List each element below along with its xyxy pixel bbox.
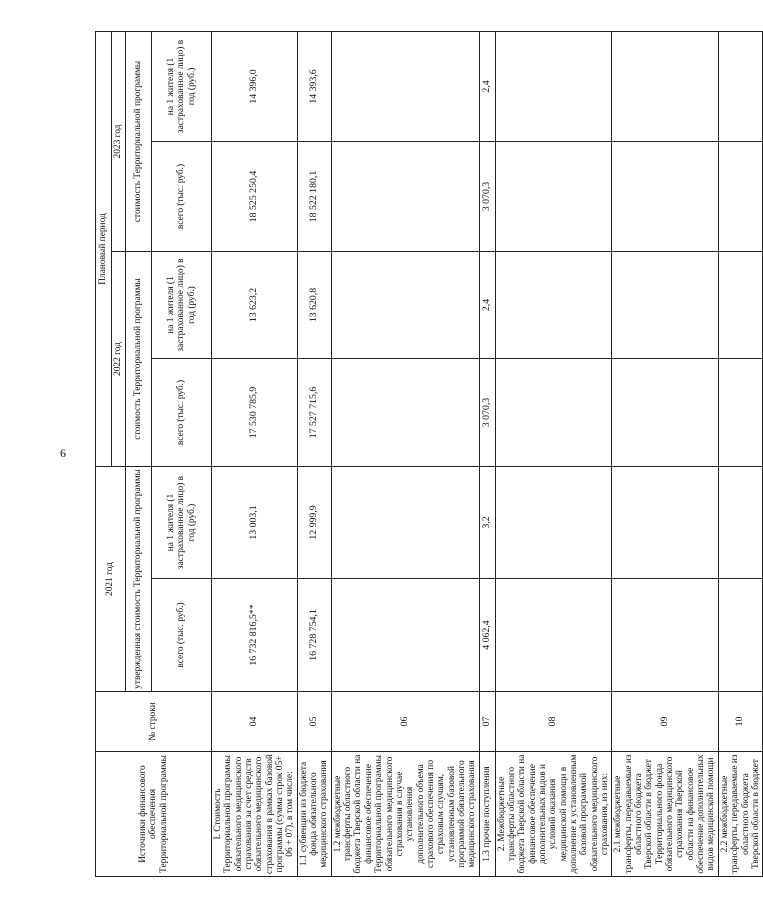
cell-total-2022: 17 530 785,9 — [212, 359, 298, 467]
cell-per-capita-2021: 3,2 — [479, 467, 495, 579]
cell-per-capita-2021 — [495, 467, 612, 579]
header-total-2023: всего (тыс. руб.) — [152, 142, 212, 252]
cell-total-2023 — [331, 142, 479, 252]
row-source: 2.1 межбюджетные трансферты, передаваемые из областного бюджета Тверской области в бюджет Территориального фонда обязательного медицинского страхования Тверской области на финансовое обеспечение дополнительных видов медицинской помощи — [612, 752, 718, 877]
row-source: 1.2 межбюджетные трансферты областного бюджета Тверской области на финансовое обеспечение Территориальной программы обязательного медицинского страхования в случае установления дополнительного объема страхового обеспечения по страховым случаям, установленным базовой программой обязательного медицинского страхования — [331, 752, 479, 877]
cell-total-2022 — [718, 359, 762, 467]
cell-per-capita-2023: 14 396,0 — [212, 31, 298, 141]
cell-total-2022 — [331, 359, 479, 467]
cell-per-capita-2021 — [718, 467, 762, 579]
cell-total-2021 — [718, 579, 762, 692]
header-per-capita-2023: на 1 жителя (1 застрахованное лицо) в год (руб.) — [152, 31, 212, 141]
cell-total-2022: 17 527 715,6 — [297, 359, 331, 467]
table-row — [331, 31, 479, 876]
cell-total-2023 — [718, 142, 762, 252]
row-number: 07 — [479, 692, 495, 752]
cell-total-2023: 3 070,3 — [479, 142, 495, 252]
row-number: 08 — [495, 692, 612, 752]
cell-per-capita-2021 — [612, 467, 718, 579]
header-program-cost-2022: стоимость Территориальной программы — [126, 252, 152, 467]
cell-per-capita-2022: 13 620,8 — [297, 252, 331, 359]
row-source: 1.3 прочие поступления — [479, 752, 495, 877]
cell-total-2021: 4 062,4 — [479, 579, 495, 692]
cell-per-capita-2022 — [331, 252, 479, 359]
cell-total-2022: 3 070,3 — [479, 359, 495, 467]
table-row — [212, 31, 298, 876]
cell-total-2021: 16 732 816,5** — [212, 579, 298, 692]
cell-total-2022 — [612, 359, 718, 467]
row-number: 05 — [297, 692, 331, 752]
cell-per-capita-2021 — [331, 467, 479, 579]
header-total-2022: всего (тыс. руб.) — [152, 359, 212, 467]
header-program-cost-2023: стоимость Территориальной программы — [126, 31, 152, 251]
table-row — [612, 31, 718, 876]
row-source: 2. Межбюджетные трансферты областного бюджета Тверской области на финансовое обеспечение дополнительных видов и условий оказания медицинской помощи в дополнение к установленным базовой программой обязательного медицинского страхования, из них: — [495, 752, 612, 877]
cell-total-2021 — [331, 579, 479, 692]
rotated-table-container — [95, 32, 761, 877]
cell-per-capita-2023 — [495, 31, 612, 141]
header-source: Источники финансового обеспечения Территориальной программы — [96, 752, 212, 877]
cell-per-capita-2022: 2,4 — [479, 252, 495, 359]
financing-sources-table — [95, 31, 763, 877]
row-source: 2.2 межбюджетные трансферты, передаваемые из областного бюджета Тверской области в бюджет — [718, 752, 762, 877]
row-number: 10 — [718, 692, 762, 752]
cell-total-2022 — [495, 359, 612, 467]
cell-per-capita-2021: 12 999,9 — [297, 467, 331, 579]
cell-per-capita-2021: 13 003,1 — [212, 467, 298, 579]
header-per-capita-2022: на 1 жителя (1 застрахованное лицо) в год (руб.) — [152, 252, 212, 359]
header-total-2021: всего (тыс. руб.) — [152, 579, 212, 692]
page-number: 6 — [60, 446, 66, 460]
table-row — [479, 31, 495, 876]
header-per-capita-2021: на 1 жителя (1 застрахованное лицо) в год (руб.) — [152, 467, 212, 579]
cell-per-capita-2022 — [612, 252, 718, 359]
row-source: 1.1 субвенции из бюджета фонда обязательного медицинского страхования — [297, 752, 331, 877]
header-planned-period: Плановый период — [96, 31, 112, 466]
header-approved-cost: утвержденная стоимость Территориальной программы — [126, 467, 152, 692]
cell-per-capita-2023 — [718, 31, 762, 141]
header-year-2021: 2021 год — [96, 467, 126, 692]
row-source: I. Стоимость Территориальной программы обязательного медицинского страхования за счет средств обязательного медицинского страхования в рамках базовой программы (сумма строк 05+ 06 + 07), в том числе: — [212, 752, 298, 877]
cell-total-2021: 16 728 754,1 — [297, 579, 331, 692]
row-number: 06 — [331, 692, 479, 752]
cell-total-2023 — [612, 142, 718, 252]
header-row-number: № строки — [96, 692, 212, 752]
cell-total-2021 — [612, 579, 718, 692]
cell-total-2023 — [495, 142, 612, 252]
table-row — [297, 31, 331, 876]
cell-per-capita-2023: 14 393,6 — [297, 31, 331, 141]
cell-per-capita-2022 — [495, 252, 612, 359]
cell-per-capita-2022: 13 623,2 — [212, 252, 298, 359]
cell-per-capita-2023: 2,4 — [479, 31, 495, 141]
row-number: 04 — [212, 692, 298, 752]
table-row — [495, 31, 612, 876]
header-year-2023: 2023 год — [112, 31, 126, 251]
cell-total-2023: 18 522 180,1 — [297, 142, 331, 252]
header-year-2022: 2022 год — [112, 252, 126, 467]
cell-total-2023: 18 525 250,4 — [212, 142, 298, 252]
cell-per-capita-2023 — [331, 31, 479, 141]
table-row — [718, 31, 762, 876]
cell-per-capita-2022 — [718, 252, 762, 359]
row-number: 09 — [612, 692, 718, 752]
cell-per-capita-2023 — [612, 31, 718, 141]
cell-total-2021 — [495, 579, 612, 692]
